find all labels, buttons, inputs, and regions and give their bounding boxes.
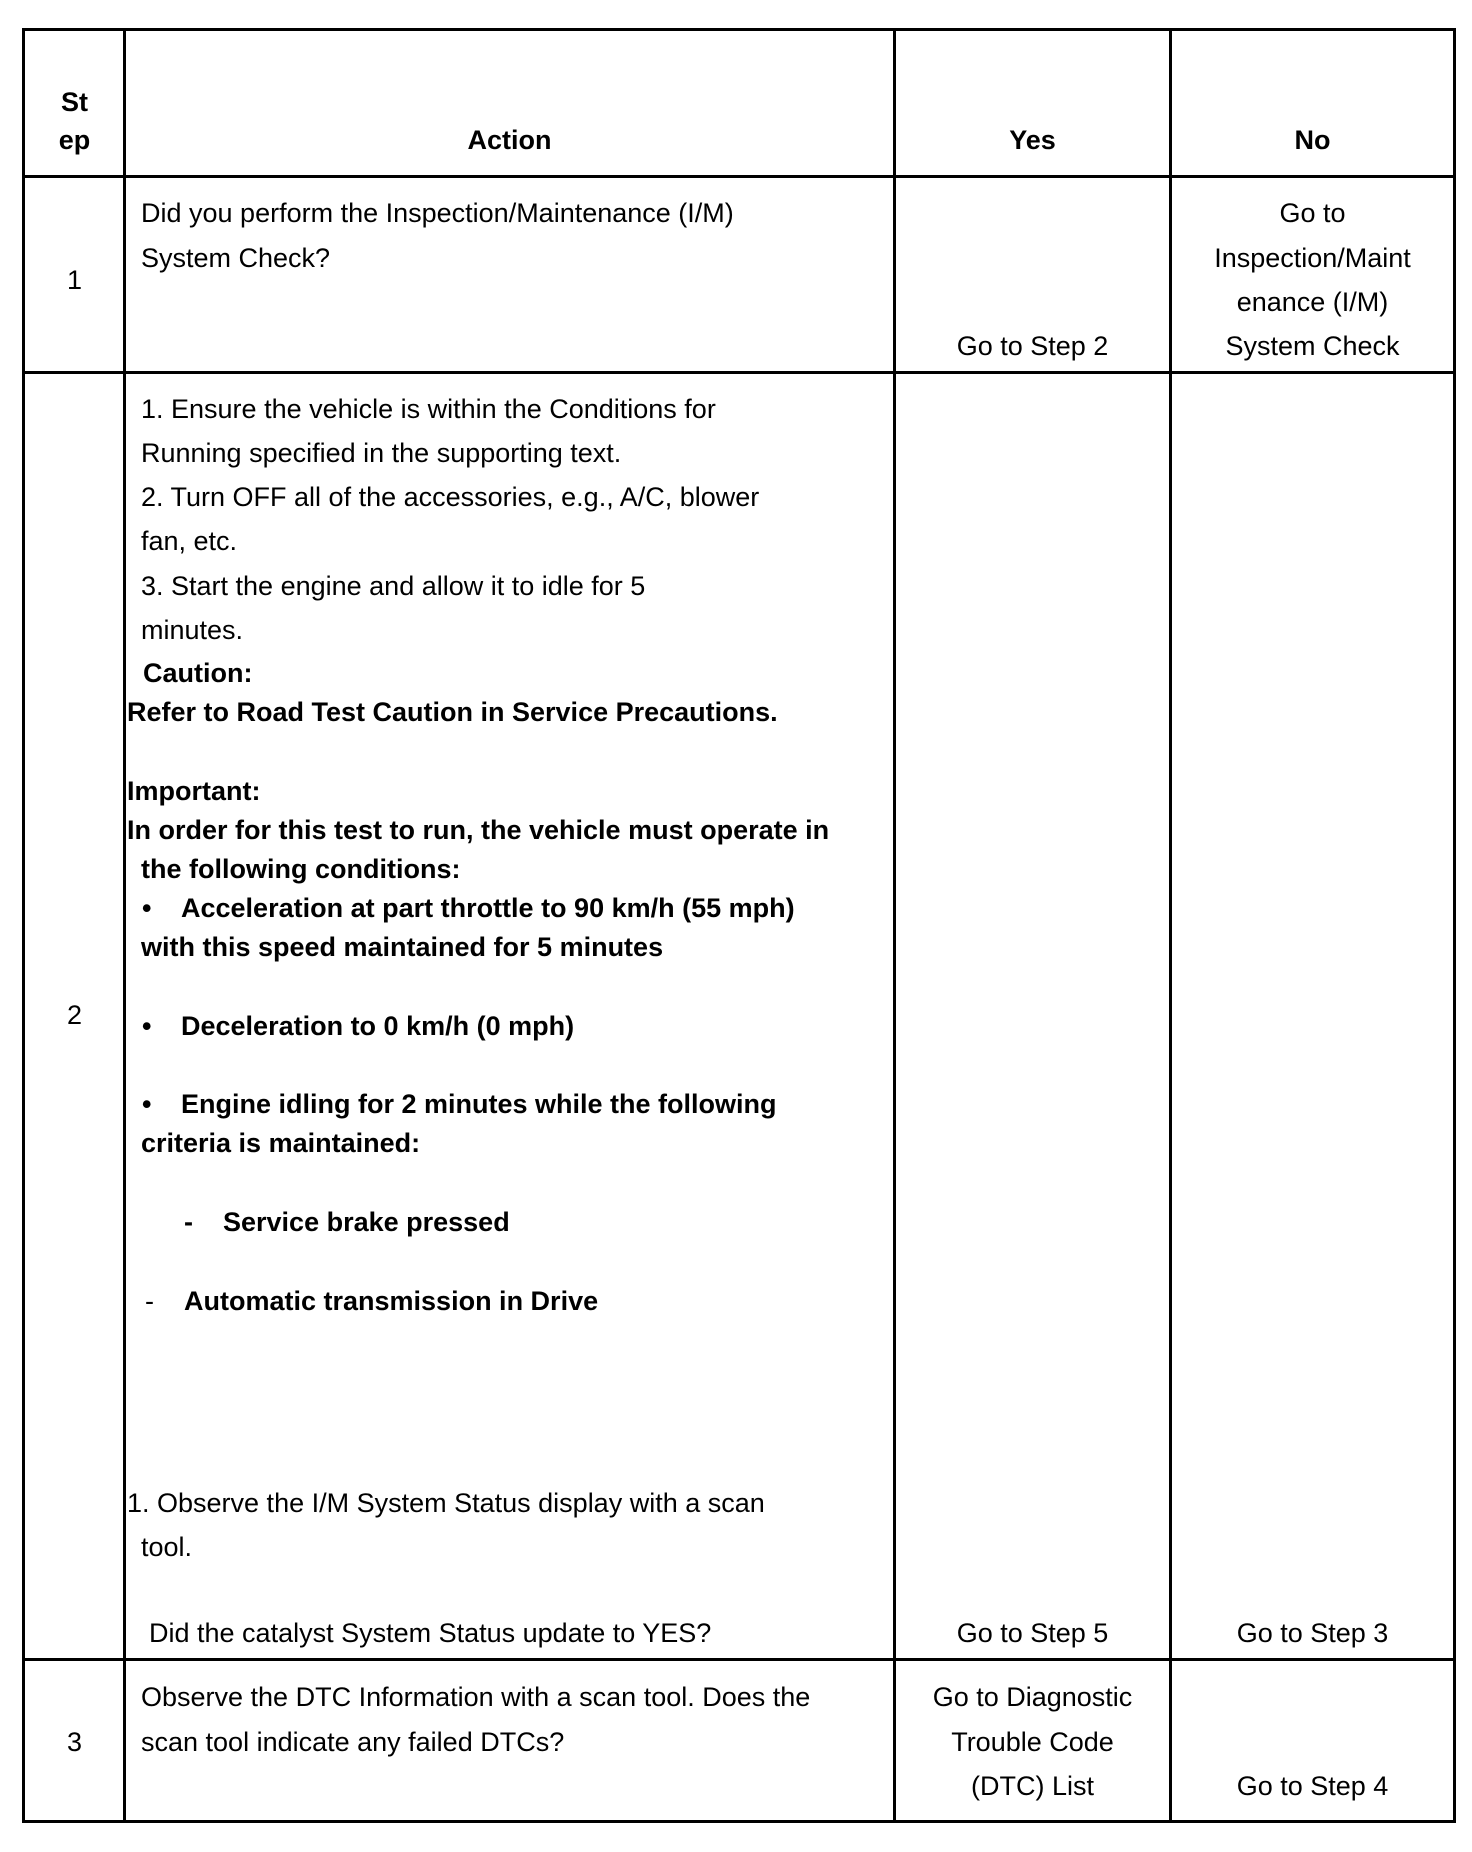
caution-text: Refer to Road Test Caution in Service Precautions. <box>127 697 778 727</box>
bullet-symbol: • <box>142 893 152 923</box>
important-title: Important: <box>127 776 261 806</box>
header-no: No <box>1294 125 1331 155</box>
header-action: Action <box>467 125 552 155</box>
caution-title: Caution: <box>143 658 253 688</box>
action-step-line: 3. Start the engine and allow it to idle for 5 <box>141 571 646 601</box>
header-step-line: ep <box>58 125 91 155</box>
no-text-line: System Check <box>1225 331 1400 361</box>
step-number: 1 <box>66 265 83 295</box>
action-step-line: Running specified in the supporting text. <box>141 438 622 468</box>
column-divider <box>22 28 25 1823</box>
action-text-line: scan tool indicate any failed DTCs? <box>141 1727 565 1757</box>
step-number: 2 <box>66 1000 83 1030</box>
bullet-text-line: Engine idling for 2 minutes while the following <box>181 1089 777 1119</box>
no-text-line: enance (I/M) <box>1236 287 1389 317</box>
action-text-line: Observe the DTC Information with a scan tool. Does the <box>141 1682 811 1712</box>
bullet-symbol: • <box>142 1089 152 1119</box>
table-border-top <box>22 28 1456 31</box>
no-text-line: Inspection/Maint <box>1214 243 1411 273</box>
dash-symbol: - <box>184 1207 193 1237</box>
row-divider <box>22 175 1456 178</box>
bullet-text-line: criteria is maintained: <box>141 1128 421 1158</box>
bullet-text-line: Acceleration at part throttle to 90 km/h (55 mph) <box>181 893 795 923</box>
question-text: Did the catalyst System Status update to YES? <box>149 1618 712 1648</box>
yes-text-line: Go to Diagnostic <box>932 1682 1133 1712</box>
yes-text-line: (DTC) List <box>971 1771 1094 1801</box>
header-step <box>26 86 123 156</box>
column-divider <box>1453 28 1456 1823</box>
no-text: Go to Step 4 <box>1236 1771 1389 1801</box>
table-border-bottom <box>22 1820 1456 1823</box>
yes-text-line: Trouble Code <box>951 1727 1114 1757</box>
no-text: Go to Step 3 <box>1236 1618 1389 1648</box>
bullet-text-line: with this speed maintained for 5 minutes <box>141 932 664 962</box>
row-divider <box>22 1658 1456 1661</box>
yes-text: Go to Step 2 <box>956 331 1109 361</box>
action-step-line: fan, etc. <box>141 526 238 556</box>
yes-text: Go to Step 5 <box>956 1618 1109 1648</box>
no-text-line: Go to <box>1279 198 1346 228</box>
action-text-line: System Check? <box>141 243 331 273</box>
important-text-line: In order for this test to run, the vehicle must operate in <box>127 815 830 845</box>
row-divider <box>22 371 1456 374</box>
action-step-line: 2. Turn OFF all of the accessories, e.g., A/C, blower <box>141 482 760 512</box>
observe-line: 1. Observe the I/M System Status display with a scan <box>127 1488 765 1518</box>
observe-line: tool. <box>141 1532 193 1562</box>
bullet-symbol: • <box>142 1011 152 1041</box>
column-divider <box>893 28 896 1823</box>
important-text-line: the following conditions: <box>141 854 461 884</box>
header-step-line: St <box>61 87 88 117</box>
step-number: 3 <box>66 1727 83 1757</box>
column-divider <box>123 28 126 1823</box>
dash-symbol: - <box>145 1286 154 1316</box>
action-text-line: Did you perform the Inspection/Maintenance (I/M) <box>141 198 734 228</box>
subitem-text: Service brake pressed <box>223 1207 510 1237</box>
action-step-line: 1. Ensure the vehicle is within the Conditions for <box>141 394 716 424</box>
action-step-line: minutes. <box>141 615 244 645</box>
subitem-text: Automatic transmission in Drive <box>184 1286 599 1316</box>
bullet-text-line: Deceleration to 0 km/h (0 mph) <box>181 1011 575 1041</box>
header-yes: Yes <box>1009 125 1056 155</box>
